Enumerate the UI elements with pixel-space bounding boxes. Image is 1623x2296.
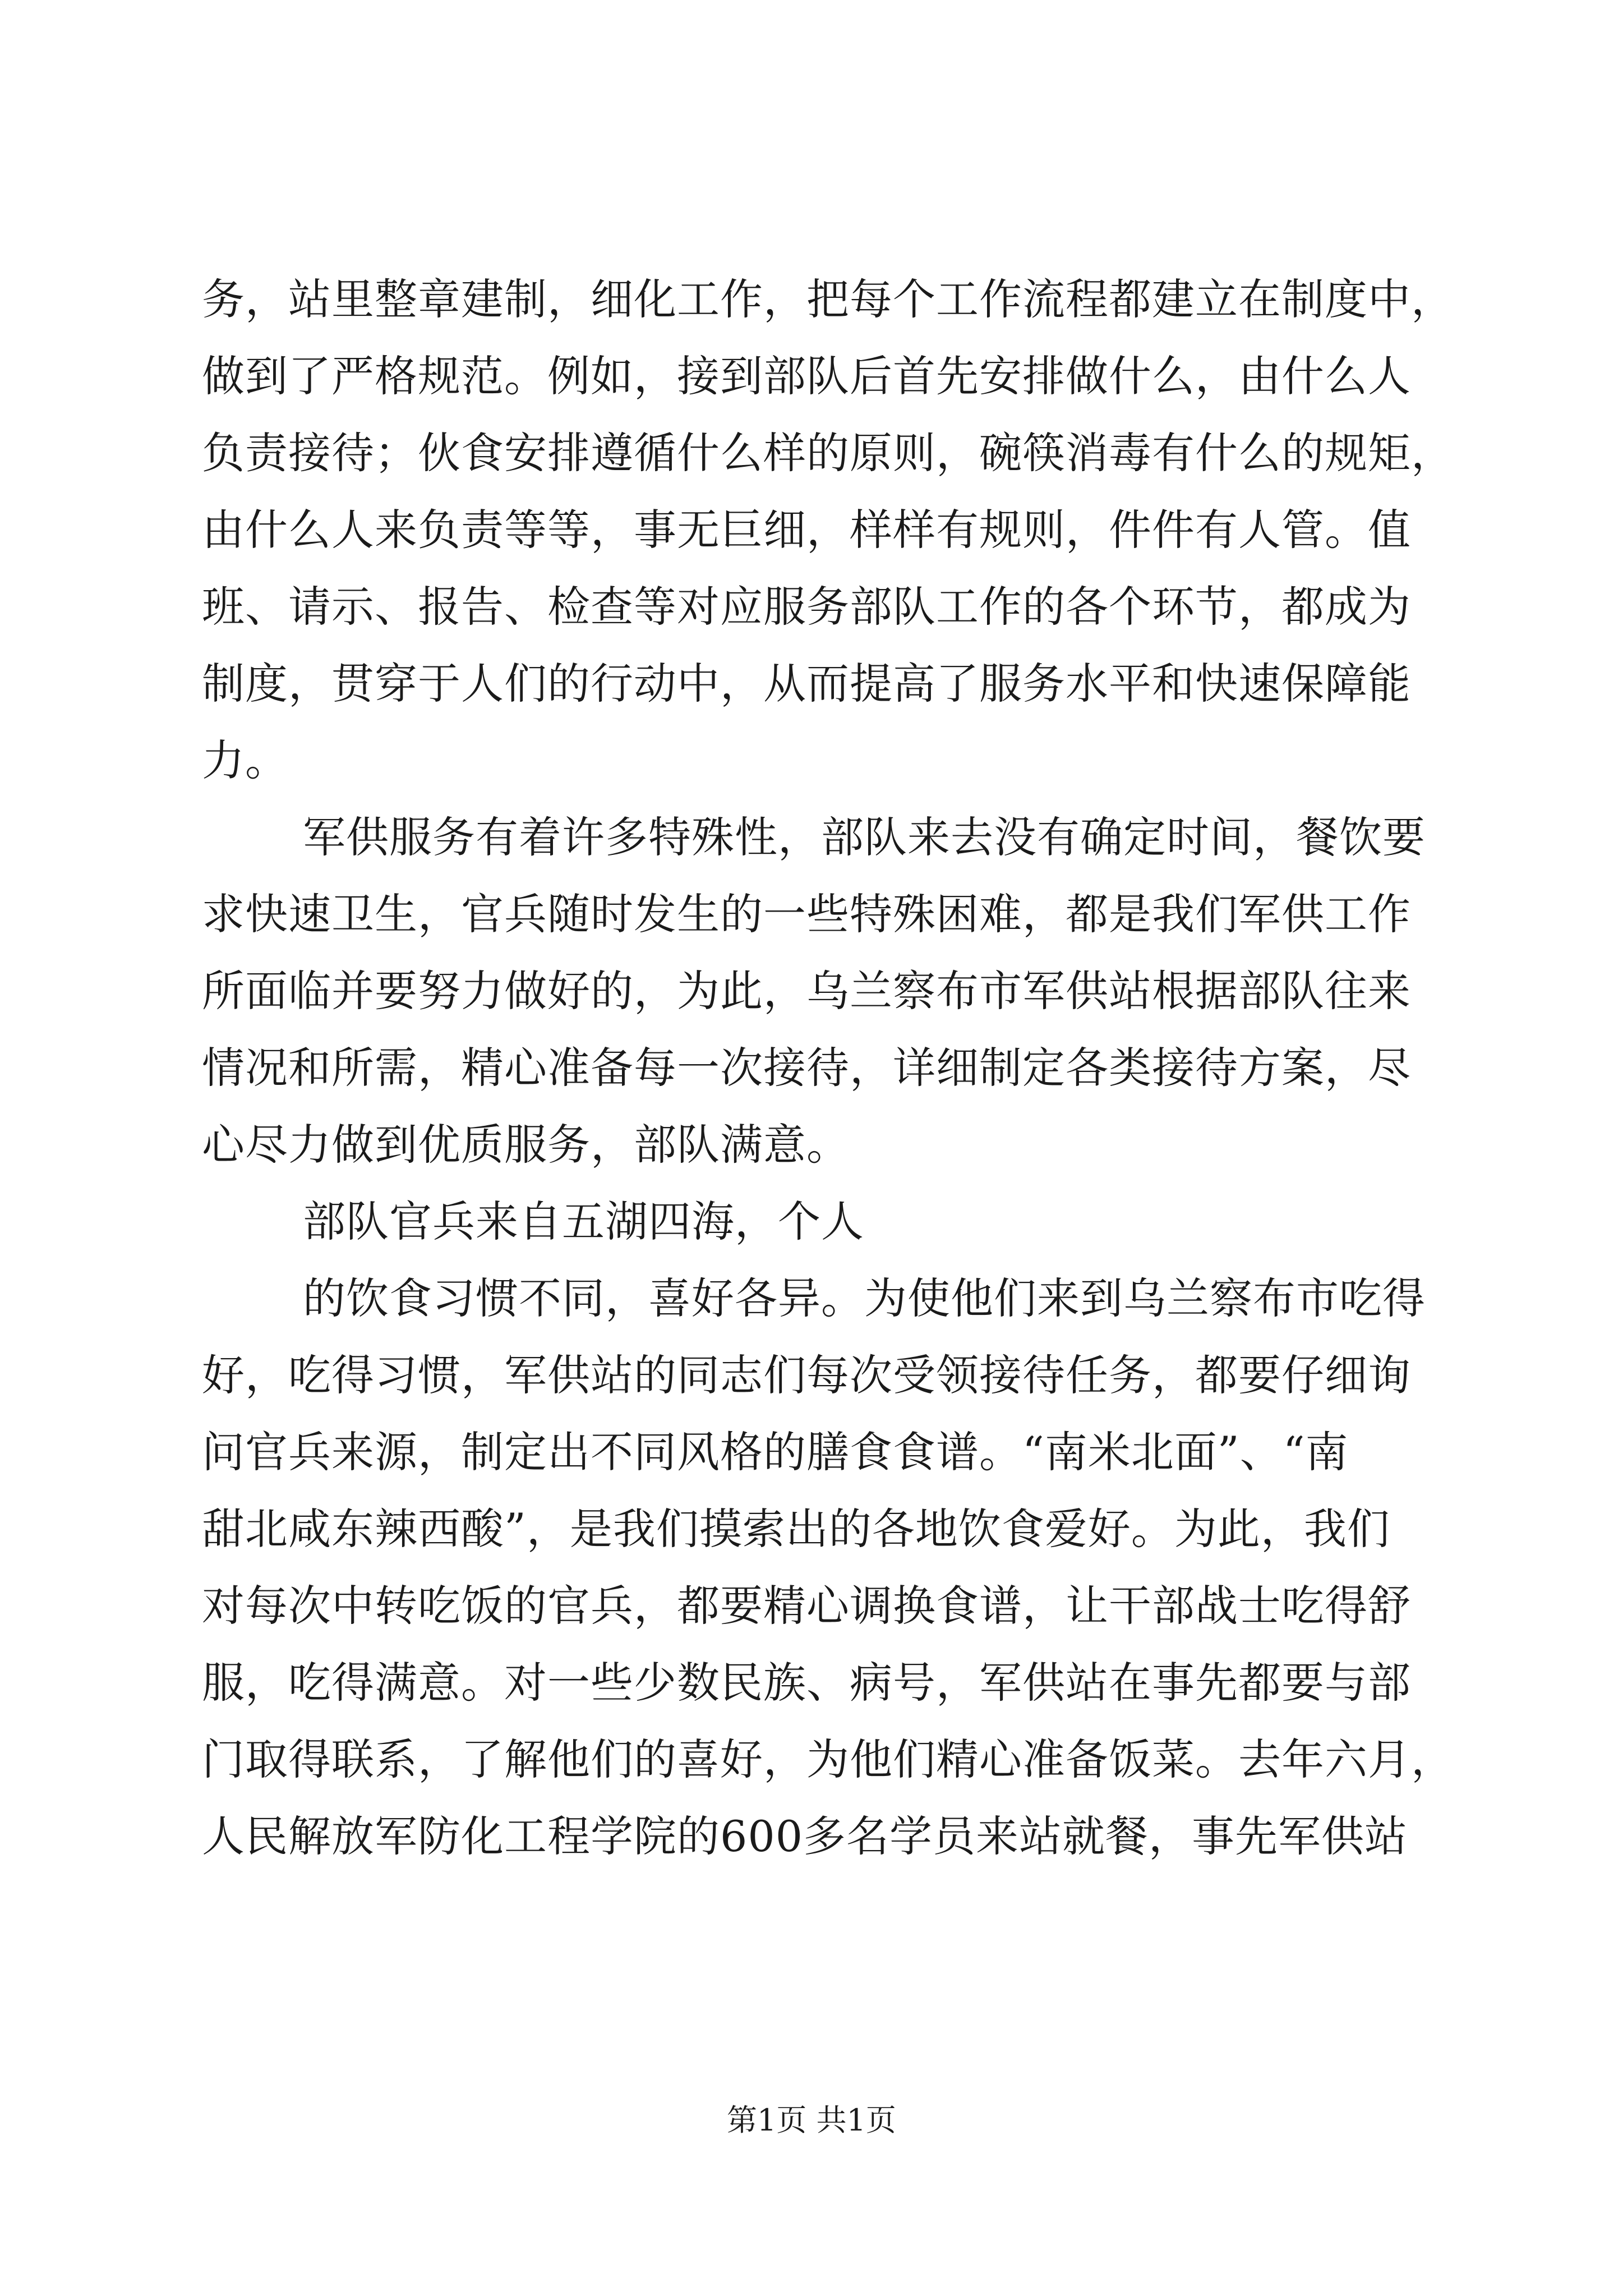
text-line: 心尽力做到优质服务，部队满意。 (202, 1120, 850, 1170)
text-line: 部队官兵来自五湖四海，个人 (303, 1197, 864, 1246)
text-line: 情况和所需，精心准备每一次接待，详细制定各类接待方案，尽 (202, 1043, 1411, 1093)
page-footer: 第1页 共1页 (727, 2102, 896, 2138)
text-line: 所面临并要努力做好的，为此，乌兰察布市军供站根据部队往来 (202, 966, 1411, 1016)
text-line: 负责接待；伙食安排遵循什么样的原则，碗筷消毒有什么的规矩， (202, 428, 1454, 478)
text-line: 军供服务有着许多特殊性，部队来去没有确定时间，餐饮要 (303, 812, 1426, 862)
text-line: 求快速卫生，官兵随时发生的一些特殊困难，都是我们军供工作 (202, 889, 1411, 939)
text-line: 对每次中转吃饭的官兵，都要精心调换食谱，让干部战士吃得舒 (202, 1581, 1411, 1631)
text-line: 由什么人来负责等等，事无巨细，样样有规则，件件有人管。值 (202, 505, 1411, 555)
text-line: 做到了严格规范。例如，接到部队后首先安排做什么，由什么人 (202, 351, 1411, 401)
text-line: 服，吃得满意。对一些少数民族、病号，军供站在事先都要与部 (202, 1658, 1411, 1708)
text-line: 门取得联系，了解他们的喜好，为他们精心准备饭菜。去年六月， (202, 1734, 1454, 1784)
text-line: 问官兵来源，制定出不同风格的膳食食谱。“南米北面”、“南 (202, 1427, 1349, 1477)
text-line: 甜北咸东辣西酸”，是我们摸索出的各地饮食爱好。为此，我们 (202, 1504, 1390, 1554)
text-line: 力。 (202, 735, 288, 785)
text-line: 制度，贯穿于人们的行动中，从而提高了服务水平和快速保障能 (202, 659, 1411, 708)
text-line: 的饮食习惯不同，喜好各异。为使他们来到乌兰察布市吃得 (303, 1273, 1426, 1323)
text-line: 人民解放军防化工程学院的600多名学员来站就餐，事先军供站 (202, 1811, 1408, 1861)
document-body (202, 261, 1454, 1875)
text-line: 务，站里整章建制，细化工作，把每个工作流程都建立在制度中， (202, 274, 1454, 324)
text-line: 班、请示、报告、检查等对应服务部队工作的各个环节，都成为 (202, 582, 1411, 632)
text-line: 好，吃得习惯，军供站的同志们每次受领接待任务，都要仔细询 (202, 1350, 1411, 1400)
